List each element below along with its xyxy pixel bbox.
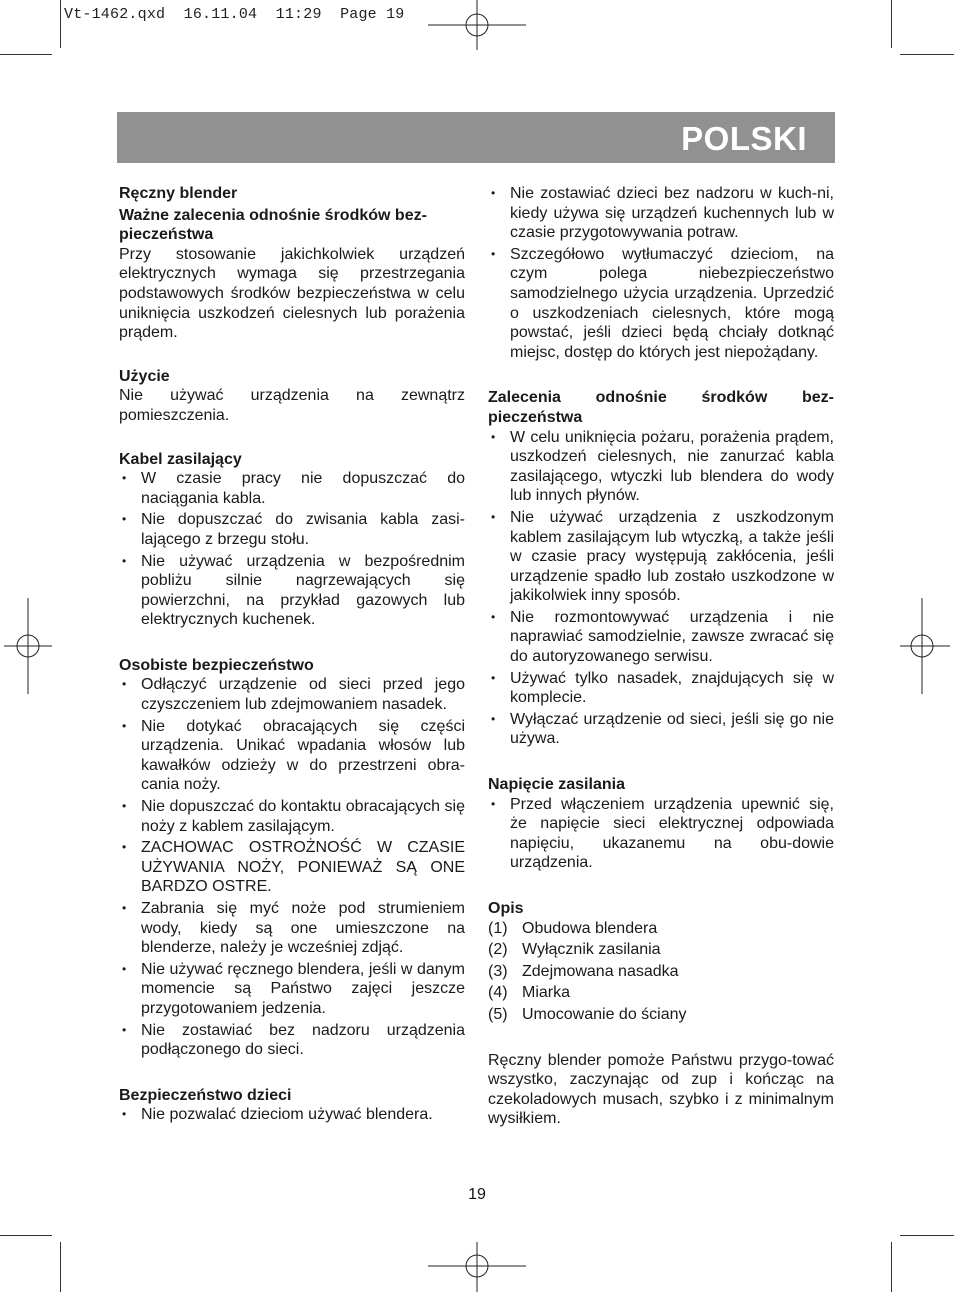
left-column [119,184,465,1127]
page-number: 19 [468,1186,486,1203]
children-safety-list [119,1105,465,1125]
recommendations-heading: Zalecenia odnośnie środków bez-pieczeństwa [488,389,834,426]
part-label: Umocowanie do ściany [522,1005,687,1023]
registration-mark-top [428,0,526,50]
bullet-icon: • [122,471,127,486]
safety-heading: Ważne zalecenia odnośnie środków bez-pieczeństwa [119,206,427,244]
cable-list [119,469,465,630]
crop-mark-br-h [900,1235,954,1236]
crop-mark-tl-v [60,0,61,48]
part-number: (4) [488,984,508,1002]
closing-paragraph: Ręczny blender pomoże Państwu przygo-tować wszystko, zaczynając od zup i kończąc na czekoladowych musach, szybko i z minimalnym wysiłkiem. [488,1051,834,1128]
list-item: • Odłączyć urządzenie od sieci przed jego czyszczeniem lub zdejmowaniem nasadek. [122,676,465,714]
registration-mark-left [0,598,52,694]
bullet-icon: • [122,901,127,915]
personal-safety-heading: Osobiste bezpieczeństwo [119,656,314,674]
bullet-icon: • [491,670,496,685]
list-item: • Nie rozmontowywać urządzenia i nie naprawiać samodzielnie, zawsze zwracać się do autoryzowanego serwisu. [491,608,834,666]
crop-mark-tl-h [0,54,52,55]
list-item: • W celu uniknięcia pożaru, porażenia prądem, uszkodzeń cielesnych, nie zanurzać kabla zasilającego, wtyczki lub blendera do wody lub innych płynów. [491,428,834,505]
list-item: • Szczegółowo wytłumaczyć dzieciom, na czym polega niebezpieczeństwo samodzielnego użycia urządzenia. Uprzedzić o uszkodzeniach cielesnych, które mogą powstać, jeśli dzieci będą chciały dotknąć miejsc, dostęp do których jest niepożądany. [491,245,834,361]
part-number: (3) [488,962,508,980]
slug-file: Vt-1462.qxd [64,6,166,23]
list-item: • Nie dopuszczać do zwisania kabla zasi-lającego z brzegu stołu. [122,511,465,548]
print-slug [64,6,405,23]
personal-safety-list [119,675,465,1059]
crop-mark-bl-v [60,1242,61,1292]
bullet-icon: • [491,246,496,261]
crop-mark-tr-h [900,54,954,55]
list-item: • Nie zostawiać bez nadzoru urządzenia podłączonego do sieci. [122,1021,465,1059]
bullet-icon: • [122,553,127,568]
list-item: • Nie zostawiać dzieci bez nadzoru w kuch-ni, kiedy używa się urządzeń kuchennych lub w czasie przygotowywania potraw. [491,185,834,242]
list-item: • Przed włączeniem urządzenia upewnić się, że napięcie sieci elektrycznej odpowiada napięciu, ukazanemu na obu-dowie urządzenia. [491,795,834,872]
list-item [488,962,834,982]
list-item [488,940,834,960]
bullet-icon: • [491,711,496,726]
slug-date: 16.11.04 [183,6,258,23]
crop-mark-tr-v [891,0,892,48]
registration-mark-right [900,598,954,694]
list-item: • Nie pozwalać dzieciom używać blendera. [122,1106,433,1124]
list-item: • Nie używać urządzenia w bezpośrednim pobliżu silnie nagrzewających się powierzchni, na przykład gazowych lub elektrycznych kuchenek. [122,552,465,629]
language-banner [117,112,835,163]
bullet-icon: • [122,1022,127,1037]
list-item: • Wyłączać urządzenie od sieci, jeśli się go nie używa. [491,710,834,748]
voltage-list [488,795,834,873]
document-title: Ręczny blender [119,185,238,202]
part-label: Obudowa blendera [522,919,658,937]
crop-mark-br-v [891,1242,892,1292]
list-item: • Nie dotykać obracających się części urządzenia. Unikać wpadania włosów lub kawałków odzieży w do przestrzeni obra-cania noży. [122,717,465,794]
crop-mark-bl-h [0,1235,52,1236]
banner-title: POLSKI [681,120,807,157]
bullet-icon: • [122,799,127,814]
list-item: • Zabrania się myć noże pod strumieniem wody, kiedy są one umieszczone na blenderze, należy je wcześniej zdjąć. [122,900,465,957]
description-heading: Opis [488,900,524,917]
part-number: (2) [488,941,508,959]
use-paragraph: Nie używać urządzenia na zewnątrz pomieszczenia. [119,387,465,424]
list-item: • Nie używać ręcznego blendera, jeśli w danym momencie są Państwo zajęci jeszcze przygotowaniem jedzenia. [122,960,465,1017]
bullet-icon: • [122,1107,127,1122]
part-label: Wyłącznik zasilania [522,941,661,959]
list-item [488,1005,834,1025]
bullet-icon: • [491,609,496,624]
part-label: Zdejmowana nasadka [522,962,679,980]
bullet-icon: • [122,677,127,692]
bullet-icon: • [491,186,496,200]
parts-list [488,919,834,1025]
list-item: • Nie dopuszczać do kontaktu obracających się noży z kablem zasilającym. [122,798,465,835]
bullet-icon: • [122,718,127,733]
recommendations-list [488,428,834,750]
part-number: (1) [488,919,508,937]
use-heading: Użycie [119,367,170,385]
part-number: (5) [488,1005,508,1023]
children-safety-heading: Bezpieczeństwo dzieci [119,1086,292,1104]
list-item: • W czasie pracy nie dopuszczać do naciągania kabla. [122,470,465,507]
right-column [488,184,834,1129]
cable-heading: Kabel zasilający [119,450,242,468]
bullet-icon: • [491,796,496,811]
list-item: • Używać tylko nasadek, znajdujących się w komplecie. [491,669,834,707]
bullet-icon: • [122,512,127,527]
children-safety-list-continued [488,184,834,362]
slug-time: 11:29 [275,6,322,23]
voltage-heading: Napięcie zasilania [488,776,625,794]
bullet-icon: • [122,840,127,855]
list-item [488,983,834,1003]
bullet-icon: • [491,509,496,524]
bullet-icon: • [491,429,496,444]
slug-page: Page 19 [340,6,405,23]
list-item: • ZACHOWAC OSTROŻNOŚĆ W CZASIE UŻYWANIA NOŻY, PONIEWAŻ SĄ ONE BARDZO OSTRE. [122,839,465,896]
registration-mark-bottom [428,1242,526,1292]
list-item: • Nie używać urządzenia z uszkodzonym kablem zasilającym lub wtyczką, a także jeśli w czasie pracy występują zakłócenia, jeśli urządzenie spadło lub zostało uszkodzone w jakikolwiek inny sposób. [491,508,834,605]
bullet-icon: • [122,961,127,976]
part-label: Miarka [522,984,571,1002]
list-item [488,919,834,939]
safety-paragraph: Przy stosowanie jakichkolwiek urządzeń elektrycznych wymaga się przestrzegania podstawowych środków bezpieczeństwa w celu uniknięcia uszkodzeń cielesnych lub porażenia prądem. [119,245,465,342]
